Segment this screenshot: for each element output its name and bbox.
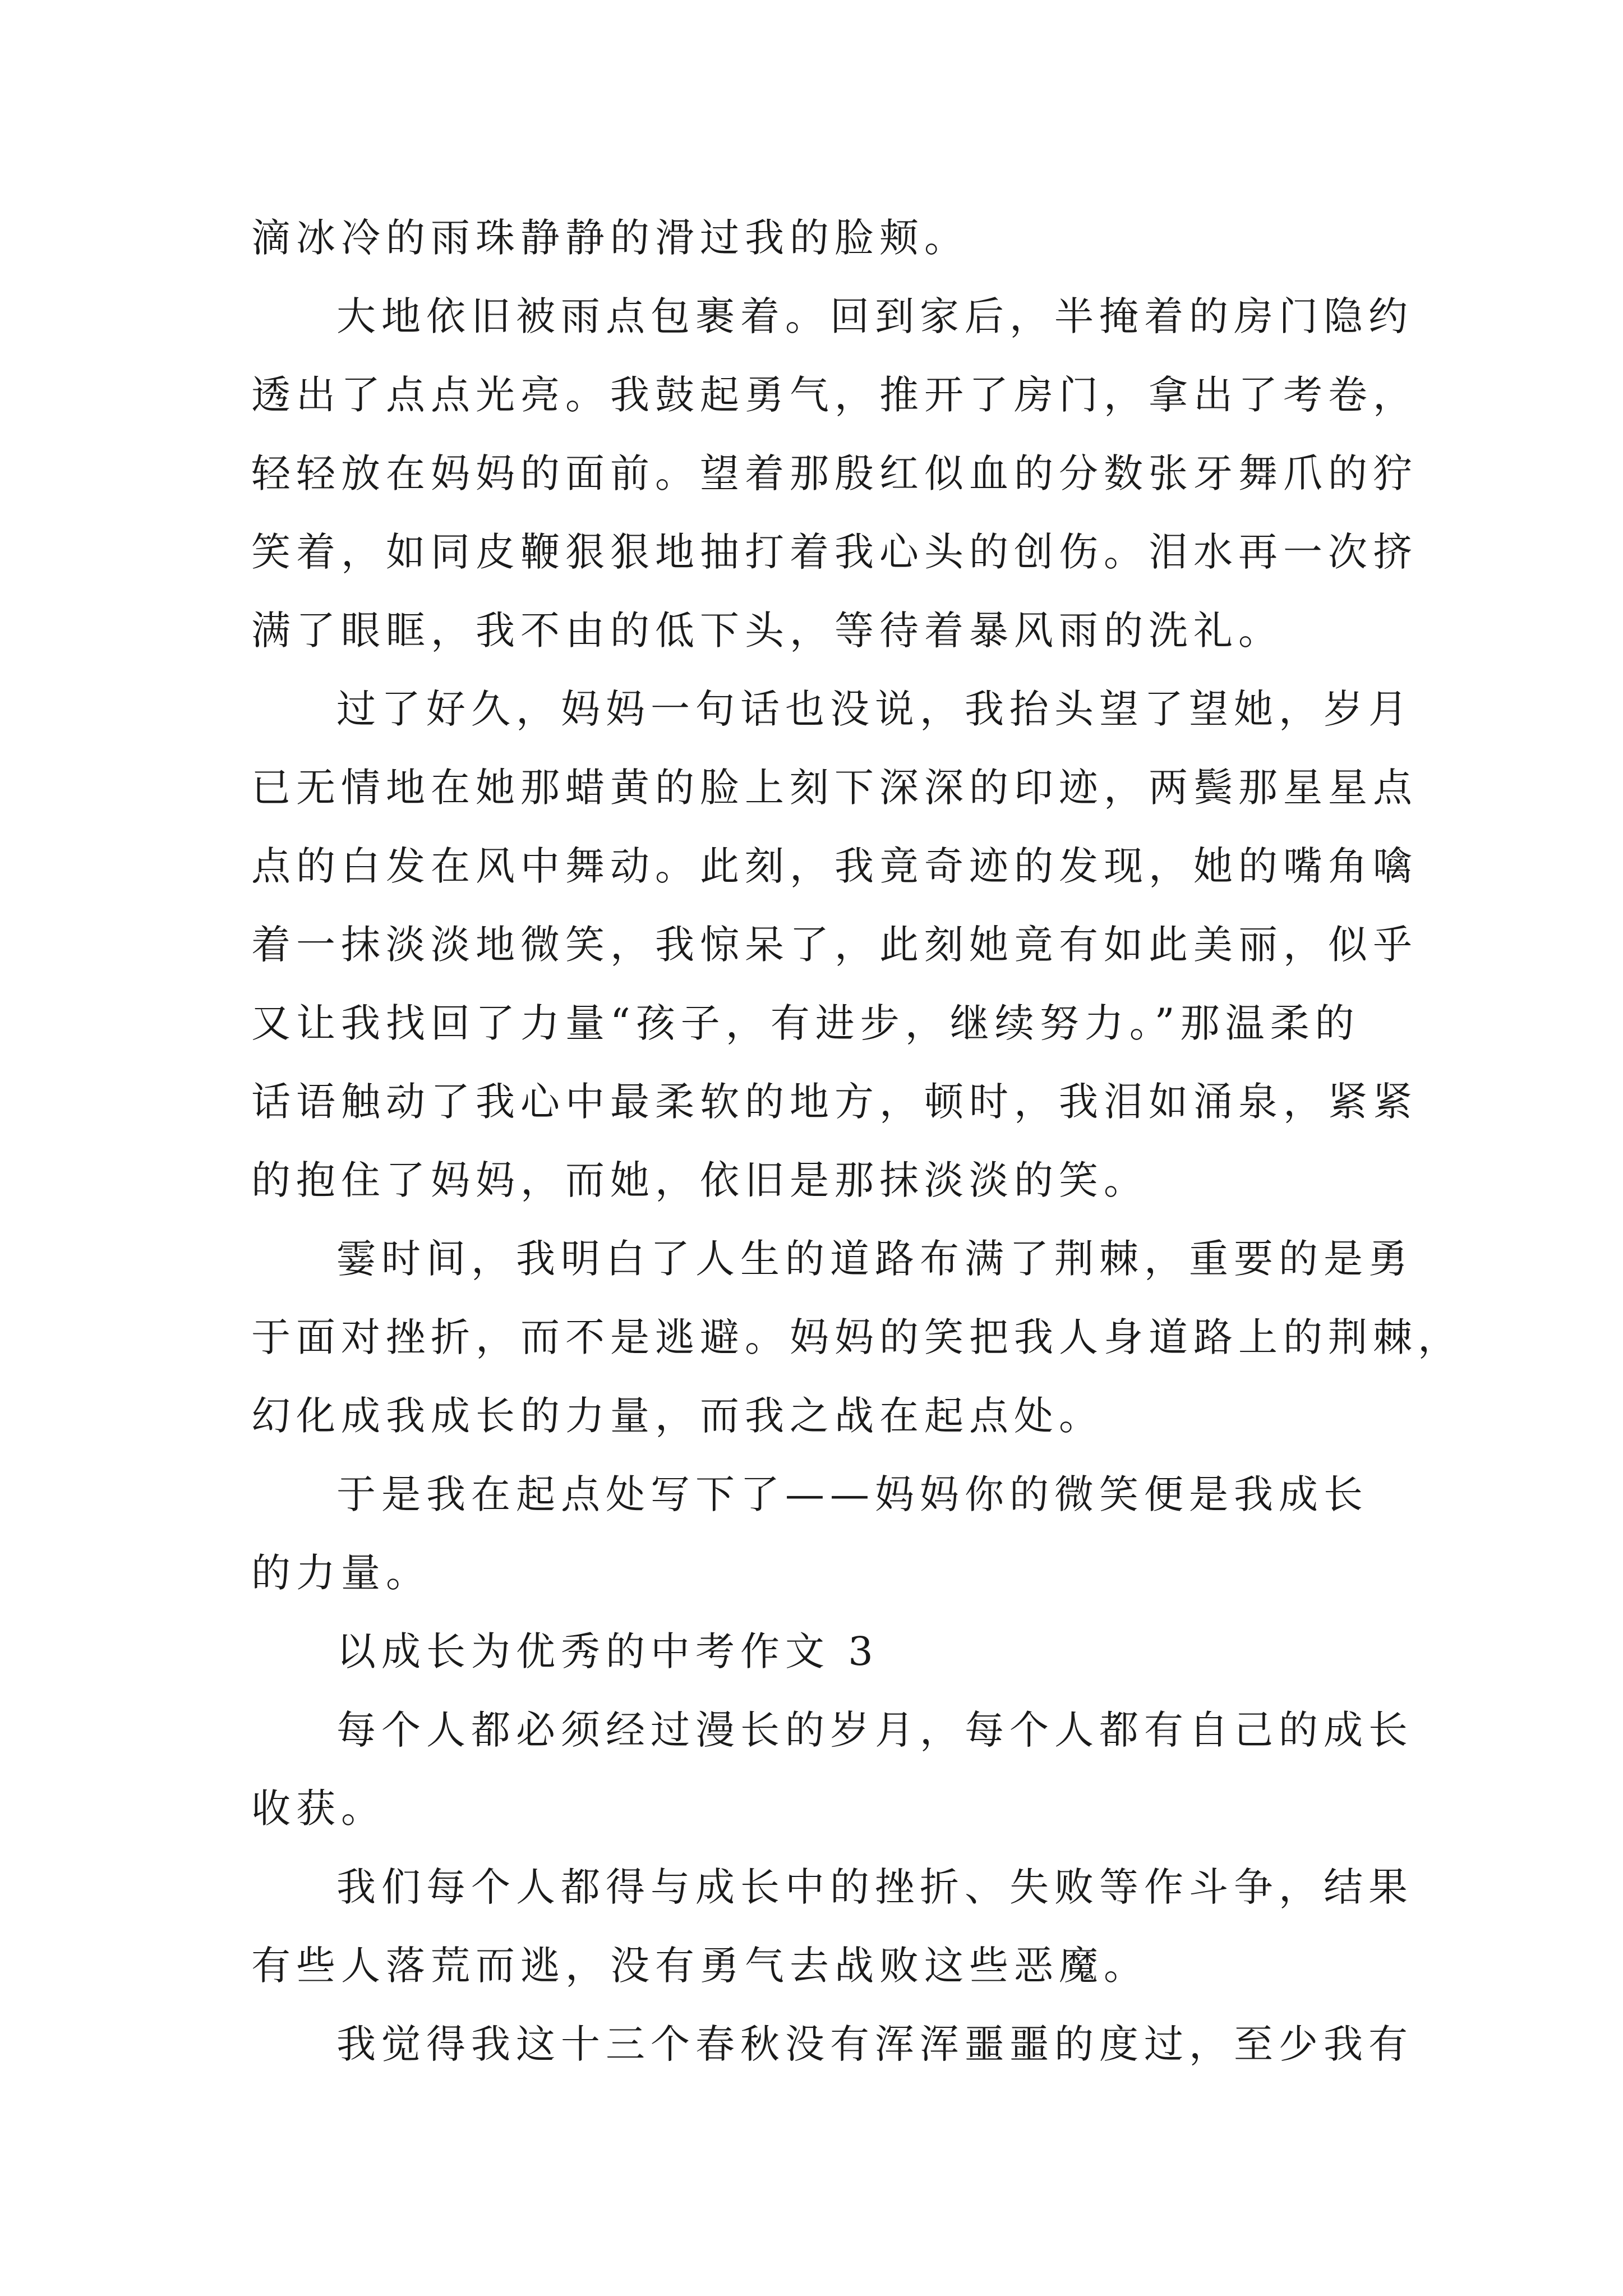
text-line: 于面对挫折，而不是逃避。妈妈的笑把我人身道路上的荆棘， [251,1314,1463,1360]
text-line: 满了眼眶，我不由的低下头，等待着暴风雨的洗礼。 [251,608,1283,654]
text-line: 的抱住了妈妈，而她，依旧是那抹淡淡的笑。 [251,1157,1149,1203]
text-line: 又让我找回了力量“孩子，有进步，继续努力。”那温柔的 [251,1000,1360,1046]
text-line: 霎时间，我明白了人生的道路布满了荆棘，重要的是勇 [336,1236,1413,1282]
text-line: 收获。 [251,1786,386,1832]
text-line: 话语触动了我心中最柔软的地方，顿时，我泪如涌泉，紧紧 [251,1079,1418,1125]
text-line: 大地依旧被雨点包裹着。回到家后，半掩着的房门隐约 [336,293,1413,339]
text-line: 轻轻放在妈妈的面前。望着那殷红似血的分数张牙舞爪的狞 [251,450,1418,496]
text-line: 有些人落荒而逃，没有勇气去战败这些恶魔。 [251,1943,1149,1989]
text-line: 我们每个人都得与成长中的挫折、失败等作斗争，结果 [336,1864,1413,1910]
text-line: 滴冰冷的雨珠静静的滑过我的脸颊。 [251,215,969,261]
text-line: 于是我在起点处写下了——妈妈你的微笑便是我成长 [336,1471,1368,1517]
text-line: 透出了点点光亮。我鼓起勇气，推开了房门，拿出了考卷， [251,372,1418,418]
text-line: 的力量。 [251,1550,431,1596]
text-line: 过了好久，妈妈一句话也没说，我抬头望了望她，岁月 [336,686,1413,732]
text-line: 我觉得我这十三个春秋没有浑浑噩噩的度过，至少我有 [336,2021,1413,2067]
text-line: 点的白发在风中舞动。此刻，我竟奇迹的发现，她的嘴角噙 [251,843,1418,889]
text-line: 已无情地在她那蜡黄的脸上刻下深深的印迹，两鬓那星星点 [251,765,1418,811]
text-line: 每个人都必须经过漫长的岁月，每个人都有自己的成长 [336,1707,1413,1753]
section-heading: 以成长为优秀的中考作文 3 [336,1628,879,1674]
text-line: 着一抹淡淡地微笑，我惊呆了，此刻她竟有如此美丽，似乎 [251,922,1418,968]
text-line: 笑着，如同皮鞭狠狠地抽打着我心头的创伤。泪水再一次挤 [251,529,1418,575]
text-line: 幻化成我成长的力量，而我之战在起点处。 [251,1393,1104,1439]
essay-body [251,199,1463,2083]
